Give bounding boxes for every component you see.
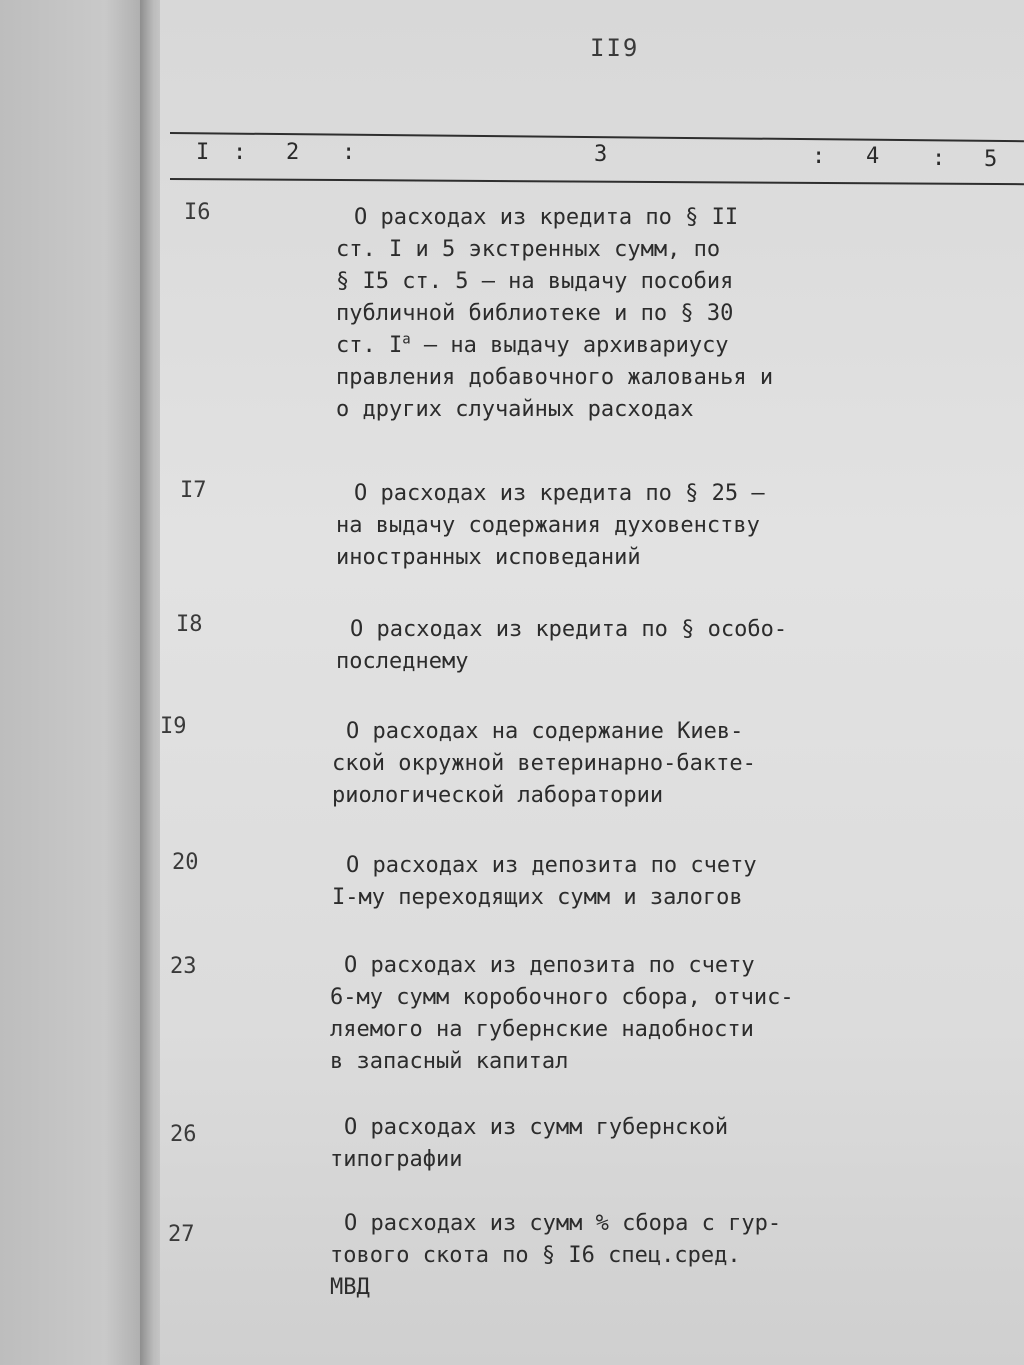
entry-number: I6 xyxy=(184,200,211,225)
entry-number: I8 xyxy=(176,612,203,637)
entry-line: I-му переходящих сумм и залогов xyxy=(332,885,743,910)
entry-number: I7 xyxy=(180,478,207,503)
superscript: а xyxy=(402,331,411,348)
entry-description xyxy=(332,716,802,812)
entry-line: типографии xyxy=(330,1147,463,1172)
header-col-3: 3 xyxy=(594,142,608,167)
entry-line: 6-му сумм коробочного сбора, отчис- xyxy=(330,985,794,1010)
entry-line: § I5 ст. 5 – на выдачу пособия xyxy=(336,269,734,294)
entry-number: 26 xyxy=(170,1122,197,1147)
entry-line: О расходах из кредита по § II xyxy=(354,205,739,230)
entry-line-part: ст. I xyxy=(336,333,403,358)
header-separator: : xyxy=(812,144,826,169)
entry-line: МВД xyxy=(330,1275,370,1300)
entry-description xyxy=(330,1208,800,1304)
header-col-4: 4 xyxy=(866,144,880,169)
entry-line: правления добавочного жалованья и xyxy=(336,365,774,390)
entry-line: О расходах из сумм % сбора с гур- xyxy=(344,1211,782,1236)
entry-line: О расходах из кредита по § 25 – xyxy=(354,481,765,506)
entry-line: ской окружной ветеринарно-бакте- xyxy=(332,751,756,776)
header-separator: : xyxy=(342,140,356,165)
entry-description xyxy=(330,950,800,1078)
entry-number: I9 xyxy=(160,714,187,739)
entry-line: О расходах из депозита по счету xyxy=(346,853,757,878)
header-col-2: 2 xyxy=(286,140,300,165)
entry-line: последнему xyxy=(336,649,469,674)
entry-line: О расходах из кредита по § особо- xyxy=(350,617,788,642)
entry-line: на выдачу содержания духовенству xyxy=(336,513,760,538)
table-header-row xyxy=(0,138,1024,178)
page-number: II9 xyxy=(590,34,640,62)
entry-line: тового скота по § I6 спец.сред. xyxy=(330,1243,741,1268)
entry-number: 20 xyxy=(172,850,199,875)
header-col-5: 5 xyxy=(984,147,998,172)
left-page-edge xyxy=(0,0,150,1365)
entry-number: 27 xyxy=(168,1222,195,1247)
entry-description xyxy=(336,202,806,426)
entry-line: иностранных исповеданий xyxy=(336,545,641,570)
entry-description xyxy=(330,1112,800,1176)
header-col-1: I xyxy=(196,140,210,165)
entry-line-with-superscript xyxy=(336,330,806,362)
entry-line: О расходах из депозита по счету xyxy=(344,953,755,978)
entry-line: ст. I и 5 экстренных сумм, по xyxy=(336,237,721,262)
entry-line: ляемого на губернские надобности xyxy=(330,1017,754,1042)
entry-line: о других случайных расходах xyxy=(336,397,694,422)
entry-line: риологической лаборатории xyxy=(332,783,664,808)
entry-line: в запасный капитал xyxy=(330,1049,569,1074)
entry-description xyxy=(336,478,806,574)
entry-line: О расходах на содержание Киев- xyxy=(346,719,744,744)
header-separator: : xyxy=(233,140,247,165)
entry-line-part: – на выдачу архивариусу xyxy=(410,333,729,358)
entry-line: О расходах из сумм губернской xyxy=(344,1115,729,1140)
entry-number: 23 xyxy=(170,954,197,979)
entry-description xyxy=(332,850,802,914)
entry-line: публичной библиотеке и по § 30 xyxy=(336,301,734,326)
header-separator: : xyxy=(932,146,946,171)
entry-description xyxy=(336,614,806,678)
